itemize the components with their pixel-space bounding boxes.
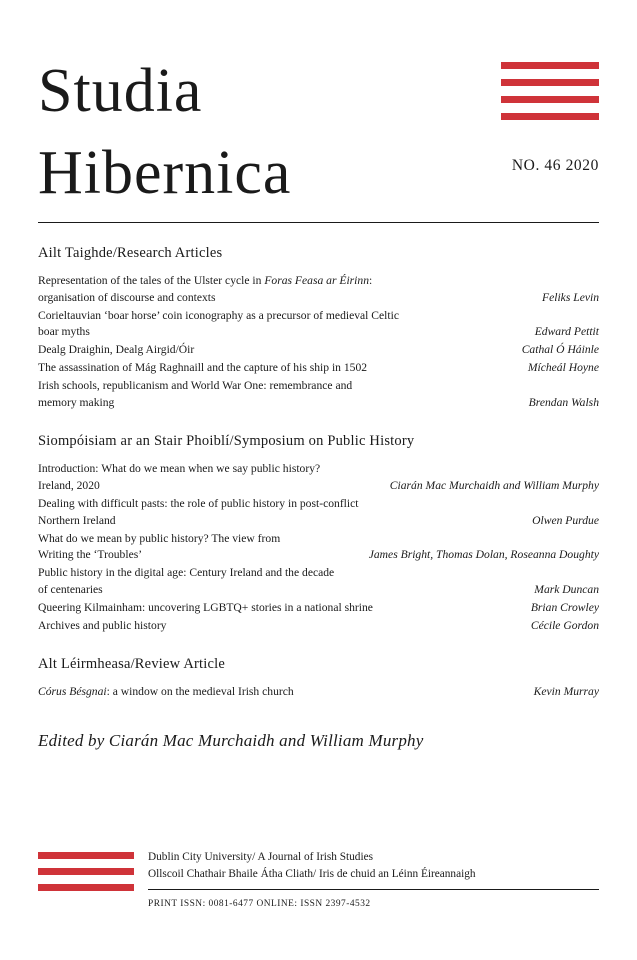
entry-title-continued: memory making [38,395,115,409]
entry-author: Mark Duncan [534,582,599,596]
entry-title-continued: of centenaries [38,582,103,596]
list-item [38,461,599,495]
entry-title-italic: Foras Feasa ar Éirinn [264,274,369,287]
stripe-bar [501,96,599,103]
entry-title [38,273,599,290]
journal-title-line-2: Hibernica [38,138,292,207]
entry-title: Introduction: What do we mean when we say public history? [38,462,321,476]
publisher-info [134,849,599,912]
stripe-bar [501,113,599,120]
stripe-bar [38,852,134,859]
entry-title-suffix: : a window on the medieval Irish church [106,685,294,699]
stripes-decoration-bottom [38,849,134,900]
header-divider [38,222,599,223]
entry-title: Public history in the digital age: Century Ireland and the decade [38,566,335,580]
list-item [38,531,599,565]
stripe-bar [501,62,599,69]
section-heading: Siompóisiam ar an Stair Phoiblí/Symposium on Public History [38,433,415,450]
entry-title-text: Representation of the tales of the Ulster cycle in [38,274,265,287]
entry-author: Cathal Ó Háinle [521,343,599,357]
entry-title: Dealing with difficult pasts: the role of public history in post-conflict [38,496,359,510]
entry-author: Cécile Gordon [530,618,599,632]
entry-author: Kevin Murray [533,685,599,699]
entry-title: Dealg Draighin, Dealg Airgid/Óir [38,343,195,357]
entry-title-continued: Ireland, 2020 [38,479,100,493]
toc-section-research-articles [38,245,599,411]
entry-title: Queering Kilmainham: uncovering LGBTQ+ stories in a national shrine [38,600,373,614]
entry-title-continued: boar myths [38,325,90,339]
entry-author: Feliks Levin [542,290,599,304]
entry-title: Corieltauvian ‘boar horse’ coin iconography as a precursor of medieval Celtic [38,308,399,322]
entry-author: Brian Crowley [530,600,599,614]
footer-divider [148,889,599,890]
entry-title: Irish schools, republicanism and World War One: remembrance and [38,378,353,392]
entry-title-continued: organisation of discourse and contexts [38,290,216,304]
list-item [38,618,599,635]
list-item [38,684,599,701]
toc-section-review-article [38,656,599,701]
list-item [38,308,599,342]
cover-footer [38,849,599,912]
list-item [38,496,599,530]
publisher-line-irish: Ollscoil Chathair Bhaile Átha Cliath/ Iris de chuid an Léinn Éireannaigh [148,868,476,881]
list-item [38,600,599,617]
list-item [38,342,599,359]
entry-author: Edward Pettit [534,325,599,339]
list-item [38,378,599,412]
stripe-bar [38,868,134,875]
list-item [38,273,599,307]
section-heading: Ailt Taighde/Research Articles [38,245,223,261]
entry-author: Mícheál Hoyne [527,360,599,374]
entry-title: What do we mean by public history? The view from [38,531,281,545]
entry-title: The assassination of Mág Raghnaill and the capture of his ship in 1502 [38,360,368,374]
stripe-bar [501,79,599,86]
list-item [38,360,599,377]
stripes-decoration-top [501,62,599,130]
entry-author: Brendan Walsh [528,395,599,409]
masthead [38,0,599,207]
list-item [38,565,599,599]
issue-number: NO. 46 2020 [511,157,599,174]
entry-title [38,684,524,701]
publisher-line-english: Dublin City University/ A Journal of Irish Studies [148,851,373,864]
entry-title-suffix: : [369,274,373,287]
section-heading: Alt Léirmheasa/Review Article [38,656,225,673]
stripe-bar [38,884,134,891]
entry-author: James Bright, Thomas Dolan, Roseanna Doughty [368,548,599,562]
entry-title-italic: Córus Bésgnai [38,685,107,699]
issn-line: PRINT ISSN: 0081-6477 ONLINE: ISSN 2397-4532 [148,899,371,910]
table-of-contents [38,245,599,701]
editors-line: Edited by Ciarán Mac Murchaidh and William Murphy [38,731,424,751]
entry-author: Ciarán Mac Murchaidh and William Murphy [389,479,599,493]
toc-section-symposium [38,433,599,634]
journal-title-line-1: Studia [38,57,203,125]
entry-title: Archives and public history [38,618,167,632]
entry-title-continued: Writing the ‘Troubles’ [38,548,143,562]
entry-title-continued: Northern Ireland [38,513,116,527]
entry-author: Olwen Purdue [532,513,599,527]
